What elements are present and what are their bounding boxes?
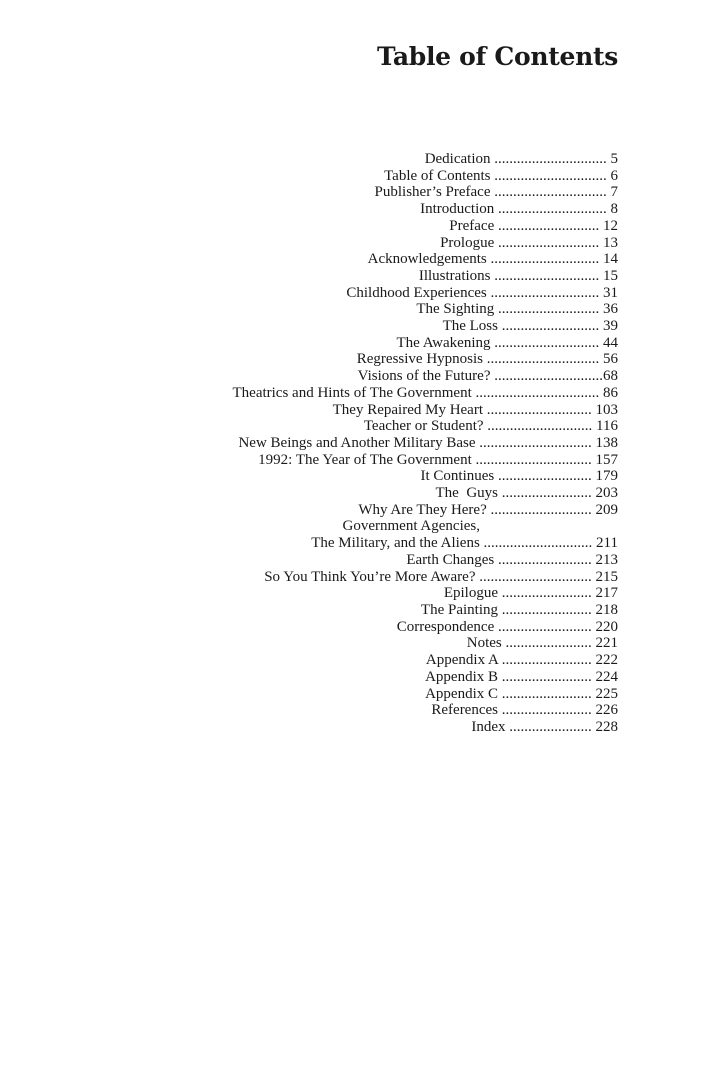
toc-entry-page-number: 213 — [591, 551, 618, 568]
toc-entry-title: Dedication — [424, 151, 491, 167]
toc-entry-leader: .............................. — [475, 434, 592, 451]
toc-entry-page-number: 116 — [592, 418, 618, 435]
toc-entry-title: New Beings and Another Military Base — [238, 434, 476, 451]
page-title: Table of Contents — [376, 42, 618, 71]
toc-entry-title: Index — [471, 718, 506, 735]
toc-entry-leader: ........................ — [498, 601, 592, 618]
toc-entry-title: Table of Contents — [384, 167, 491, 184]
toc-entry-page-number: 6 — [606, 167, 618, 184]
toc-entry-page-number: 179 — [591, 468, 618, 485]
toc-entry-page-number: 15 — [599, 267, 618, 284]
toc-entry — [58, 719, 618, 736]
toc-entry-leader: ........................ — [498, 485, 592, 502]
toc-entry-page-number: 138 — [591, 434, 618, 451]
toc-entry-page-number: 226 — [591, 702, 618, 719]
toc-entry-page-number: 215 — [591, 568, 618, 585]
toc-entry-page-number: 68 — [603, 368, 618, 385]
toc-entry — [58, 151, 618, 168]
toc-entry-title: The Loss — [442, 318, 498, 335]
toc-entry-title: The Military, and the Aliens — [311, 535, 480, 552]
toc-entry-page-number: 14 — [599, 251, 618, 268]
toc-entry-page-number: 5 — [606, 151, 618, 167]
toc-entry-page-number: 31 — [599, 284, 618, 301]
toc-entry-leader: ......................... — [494, 468, 592, 485]
toc-entry-title: It Continues — [420, 468, 495, 485]
toc-entry — [58, 452, 618, 469]
toc-entry-title: Appendix B — [425, 668, 498, 685]
toc-entry — [58, 351, 618, 368]
toc-entry — [58, 418, 618, 435]
toc-entry — [58, 301, 618, 318]
toc-entry-leader: ................................. — [471, 384, 600, 401]
toc-entry-title: Notes — [466, 635, 502, 652]
toc-entry — [58, 184, 618, 201]
toc-entry — [58, 502, 618, 519]
toc-entry-leader: .............................. — [490, 167, 607, 184]
toc-entry — [58, 602, 618, 619]
toc-entry-page-number: 86 — [599, 384, 618, 401]
toc-entry-title: So You Think You’re More Aware? — [264, 568, 476, 585]
toc-entry — [58, 702, 618, 719]
toc-entry — [58, 218, 618, 235]
toc-entry-leader: ......................... — [494, 618, 592, 635]
toc-entry-leader: ............................ — [490, 334, 600, 351]
toc-entry — [58, 168, 618, 185]
toc-entry — [58, 385, 618, 402]
toc-entry — [58, 518, 618, 535]
toc-entry-page-number: 221 — [591, 635, 618, 652]
toc-entry — [58, 251, 618, 268]
toc-entry — [58, 235, 618, 252]
toc-entry-title: Teacher or Student? — [363, 418, 484, 435]
toc-entry-leader: ........................ — [498, 702, 592, 719]
toc-entry-leader: ........................ — [498, 685, 592, 702]
toc-entry-title: The Sighting — [416, 301, 495, 318]
toc-entry-page-number: 56 — [599, 351, 618, 368]
toc-entry — [58, 569, 618, 586]
toc-entry-leader: ............................. — [479, 535, 593, 552]
toc-entry-page-number: 217 — [591, 585, 618, 602]
toc-entry-title: They Repaired My Heart — [332, 401, 483, 418]
toc-entry — [58, 552, 618, 569]
toc-entry-leader: ........................... — [494, 234, 600, 251]
toc-entry-leader: ............................ — [490, 267, 600, 284]
toc-entry-page-number: 220 — [591, 618, 618, 635]
toc-entry-leader: ............................ — [483, 401, 592, 418]
toc-entry-leader: .............................. — [483, 351, 600, 368]
toc-entry — [58, 635, 618, 652]
toc-entry — [58, 585, 618, 602]
toc-entry-title: Prologue — [440, 234, 495, 251]
toc-entry-leader: ....................... — [501, 635, 592, 652]
toc-entry-page-number: 36 — [599, 301, 618, 318]
toc-entry-page-number: 103 — [591, 401, 618, 418]
toc-entry — [58, 201, 618, 218]
toc-list — [58, 151, 618, 736]
toc-entry-leader: ............................. — [494, 201, 607, 218]
toc-entry-leader: ............................. — [486, 284, 600, 301]
toc-entry-title: Regressive Hypnosis — [356, 351, 483, 368]
toc-entry-title: Introduction — [420, 201, 495, 218]
toc-entry — [58, 318, 618, 335]
toc-entry-title: Illustrations — [418, 267, 491, 284]
toc-entry-title: Preface — [449, 217, 495, 234]
toc-entry-page-number: 209 — [591, 501, 618, 518]
toc-entry-leader: ............................. — [490, 368, 603, 385]
toc-entry — [58, 402, 618, 419]
toc-entry-title: Theatrics and Hints of The Government — [232, 384, 472, 401]
toc-entry — [58, 485, 618, 502]
toc-entry — [58, 619, 618, 636]
toc-entry-leader: ............................... — [471, 451, 592, 468]
toc-entry-title: Childhood Experiences — [346, 284, 487, 301]
toc-entry-title: References — [431, 702, 498, 719]
toc-entry — [58, 335, 618, 352]
toc-entry — [58, 368, 618, 385]
toc-entry-leader: ......................... — [494, 551, 592, 568]
toc-entry-title: Acknowledgements — [367, 251, 487, 268]
toc-entry-title: Government Agencies, — [342, 518, 480, 535]
toc-entry — [58, 468, 618, 485]
toc-entry-page-number: 222 — [591, 652, 618, 669]
toc-entry-page-number: 39 — [599, 318, 618, 335]
toc-entry-page-number: 228 — [591, 718, 618, 735]
toc-entry-page-number: 224 — [591, 668, 618, 685]
toc-entry-page-number: 203 — [591, 485, 618, 502]
toc-entry-page-number: 225 — [591, 685, 618, 702]
toc-entry-leader: ........................ — [498, 585, 592, 602]
toc-entry-title: Earth Changes — [406, 551, 495, 568]
toc-entry — [58, 268, 618, 285]
toc-entry-leader: .............................. — [490, 184, 607, 201]
toc-entry-leader: ........................... — [486, 501, 592, 518]
toc-entry-title: 1992: The Year of The Government — [258, 451, 472, 468]
toc-entry — [58, 686, 618, 703]
toc-entry-leader: ........................ — [498, 652, 592, 669]
toc-entry — [58, 535, 618, 552]
toc-entry-leader: ............................. — [486, 251, 600, 268]
toc-entry-title: The Guys — [435, 485, 498, 502]
toc-entry-page-number: 218 — [591, 601, 618, 618]
toc-entry-page-number: 44 — [599, 334, 618, 351]
toc-entry-leader: ........................... — [494, 217, 600, 234]
toc-entry-title: Publisher’s Preface — [374, 184, 491, 201]
toc-entry — [58, 285, 618, 302]
toc-entry-title: The Awakening — [396, 334, 491, 351]
toc-entry-title: Visions of the Future? — [357, 368, 491, 385]
toc-entry-page-number: 211 — [592, 535, 618, 552]
toc-entry-page-number: 8 — [606, 201, 618, 218]
toc-entry-leader: .............................. — [475, 568, 592, 585]
toc-entry-title: Epilogue — [443, 585, 498, 602]
toc-entry-page-number: 12 — [599, 217, 618, 234]
toc-entry-title: Correspondence — [396, 618, 495, 635]
toc-entry — [58, 435, 618, 452]
toc-entry-title: Appendix A — [425, 652, 498, 669]
toc-entry-leader: ............................ — [483, 418, 593, 435]
toc-entry-title: The Painting — [420, 601, 498, 618]
toc-entry — [58, 652, 618, 669]
toc-entry-leader: ........................... — [494, 301, 600, 318]
toc-entry-page-number: 157 — [591, 451, 618, 468]
toc-entry-page-number: 7 — [606, 184, 618, 201]
toc-entry-leader: ...................... — [505, 718, 592, 735]
toc-entry-page-number: 13 — [599, 234, 618, 251]
toc-entry-leader: .............................. — [490, 151, 607, 167]
toc-entry — [58, 669, 618, 686]
toc-entry-leader: .......................... — [498, 318, 600, 335]
toc-entry-leader: ........................ — [498, 668, 592, 685]
toc-entry-title: Appendix C — [425, 685, 498, 702]
toc-entry-title: Why Are They Here? — [358, 501, 487, 518]
